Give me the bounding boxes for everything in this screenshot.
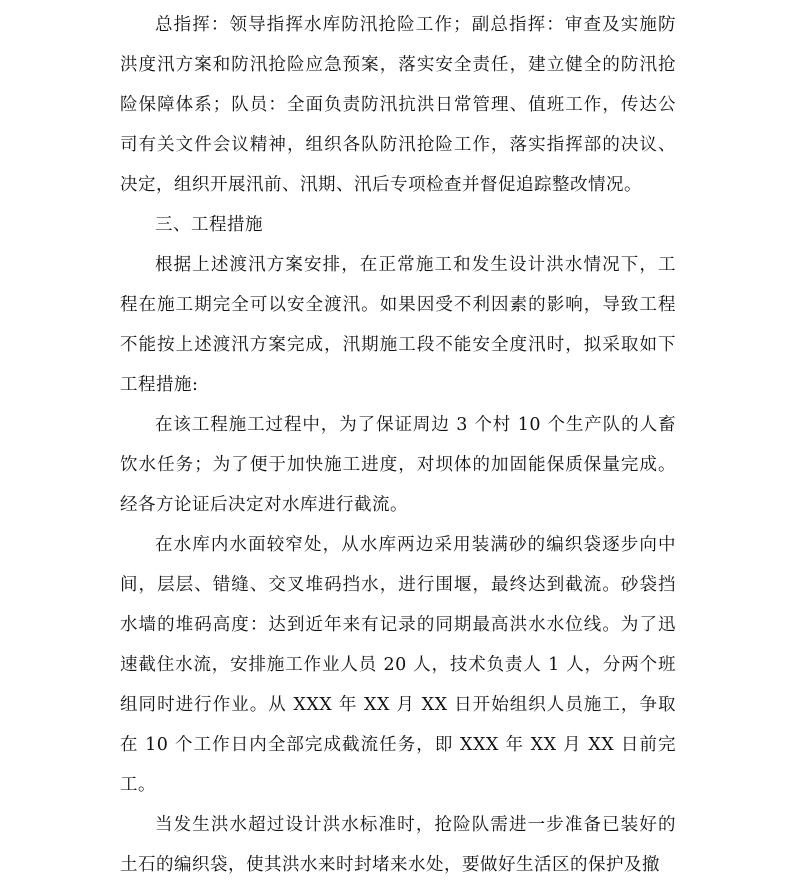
paragraph-closure-decision: 在该工程施工过程中，为了保证周边 3 个村 10 个生产队的人畜饮水任务；为了便于加快施工进度，对坝体的加固能保质保量完成。经各方论证后决定对水库进行截流。 bbox=[120, 415, 676, 515]
section-heading-engineering-measures: 三、工程措施 bbox=[155, 215, 263, 235]
paragraph-emergency-preparation: 当发生洪水超过设计洪水标准时，抢险队需进一步准备已装好的土石的编织袋，使其洪水来时封堵来水处，要做好生活区的保护及撤 bbox=[120, 815, 676, 875]
paragraph-cofferdam-work: 在水库内水面较窄处，从水库两边采用装满砂的编织袋逐步向中间，层层、错缝、交叉堆码挡水，进行围堰，最终达到截流。砂袋挡水墙的堆码高度：达到近年来有记录的同期最高洪水水位线。为了迅速截住水流，安排施工作业人员 20 人，技术负责人 1 人，分两个班组同时进行作业。从 XXX 年 XX 月 XX 日开始组织人员施工，争取在 10 个工作日内全部完成截流任务，即 XXX 年 XX 月 XX 日前完工。 bbox=[120, 535, 676, 795]
paragraph-responsibilities: 总指挥：领导指挥水库防汛抢险工作；副总指挥：审查及实施防洪度汛方案和防汛抢险应急预案，落实安全责任，建立健全的防汛抢险保障体系；队员：全面负责防汛抗洪日常管理、值班工作，传达公司有关文件会议精神，组织各队防汛抢险工作，落实指挥部的决议、决定，组织开展汛前、汛期、汛后专项检查并督促追踪整改情况。 bbox=[120, 15, 676, 195]
paragraph-flood-plan: 根据上述渡汛方案安排，在正常施工和发生设计洪水情况下，工程在施工期完全可以安全渡汛。如果因受不利因素的影响，导致工程不能按上述渡汛方案完成，汛期施工段不能安全度汛时，拟采取如下工程措施: bbox=[120, 255, 676, 395]
document-body bbox=[120, 5, 676, 885]
